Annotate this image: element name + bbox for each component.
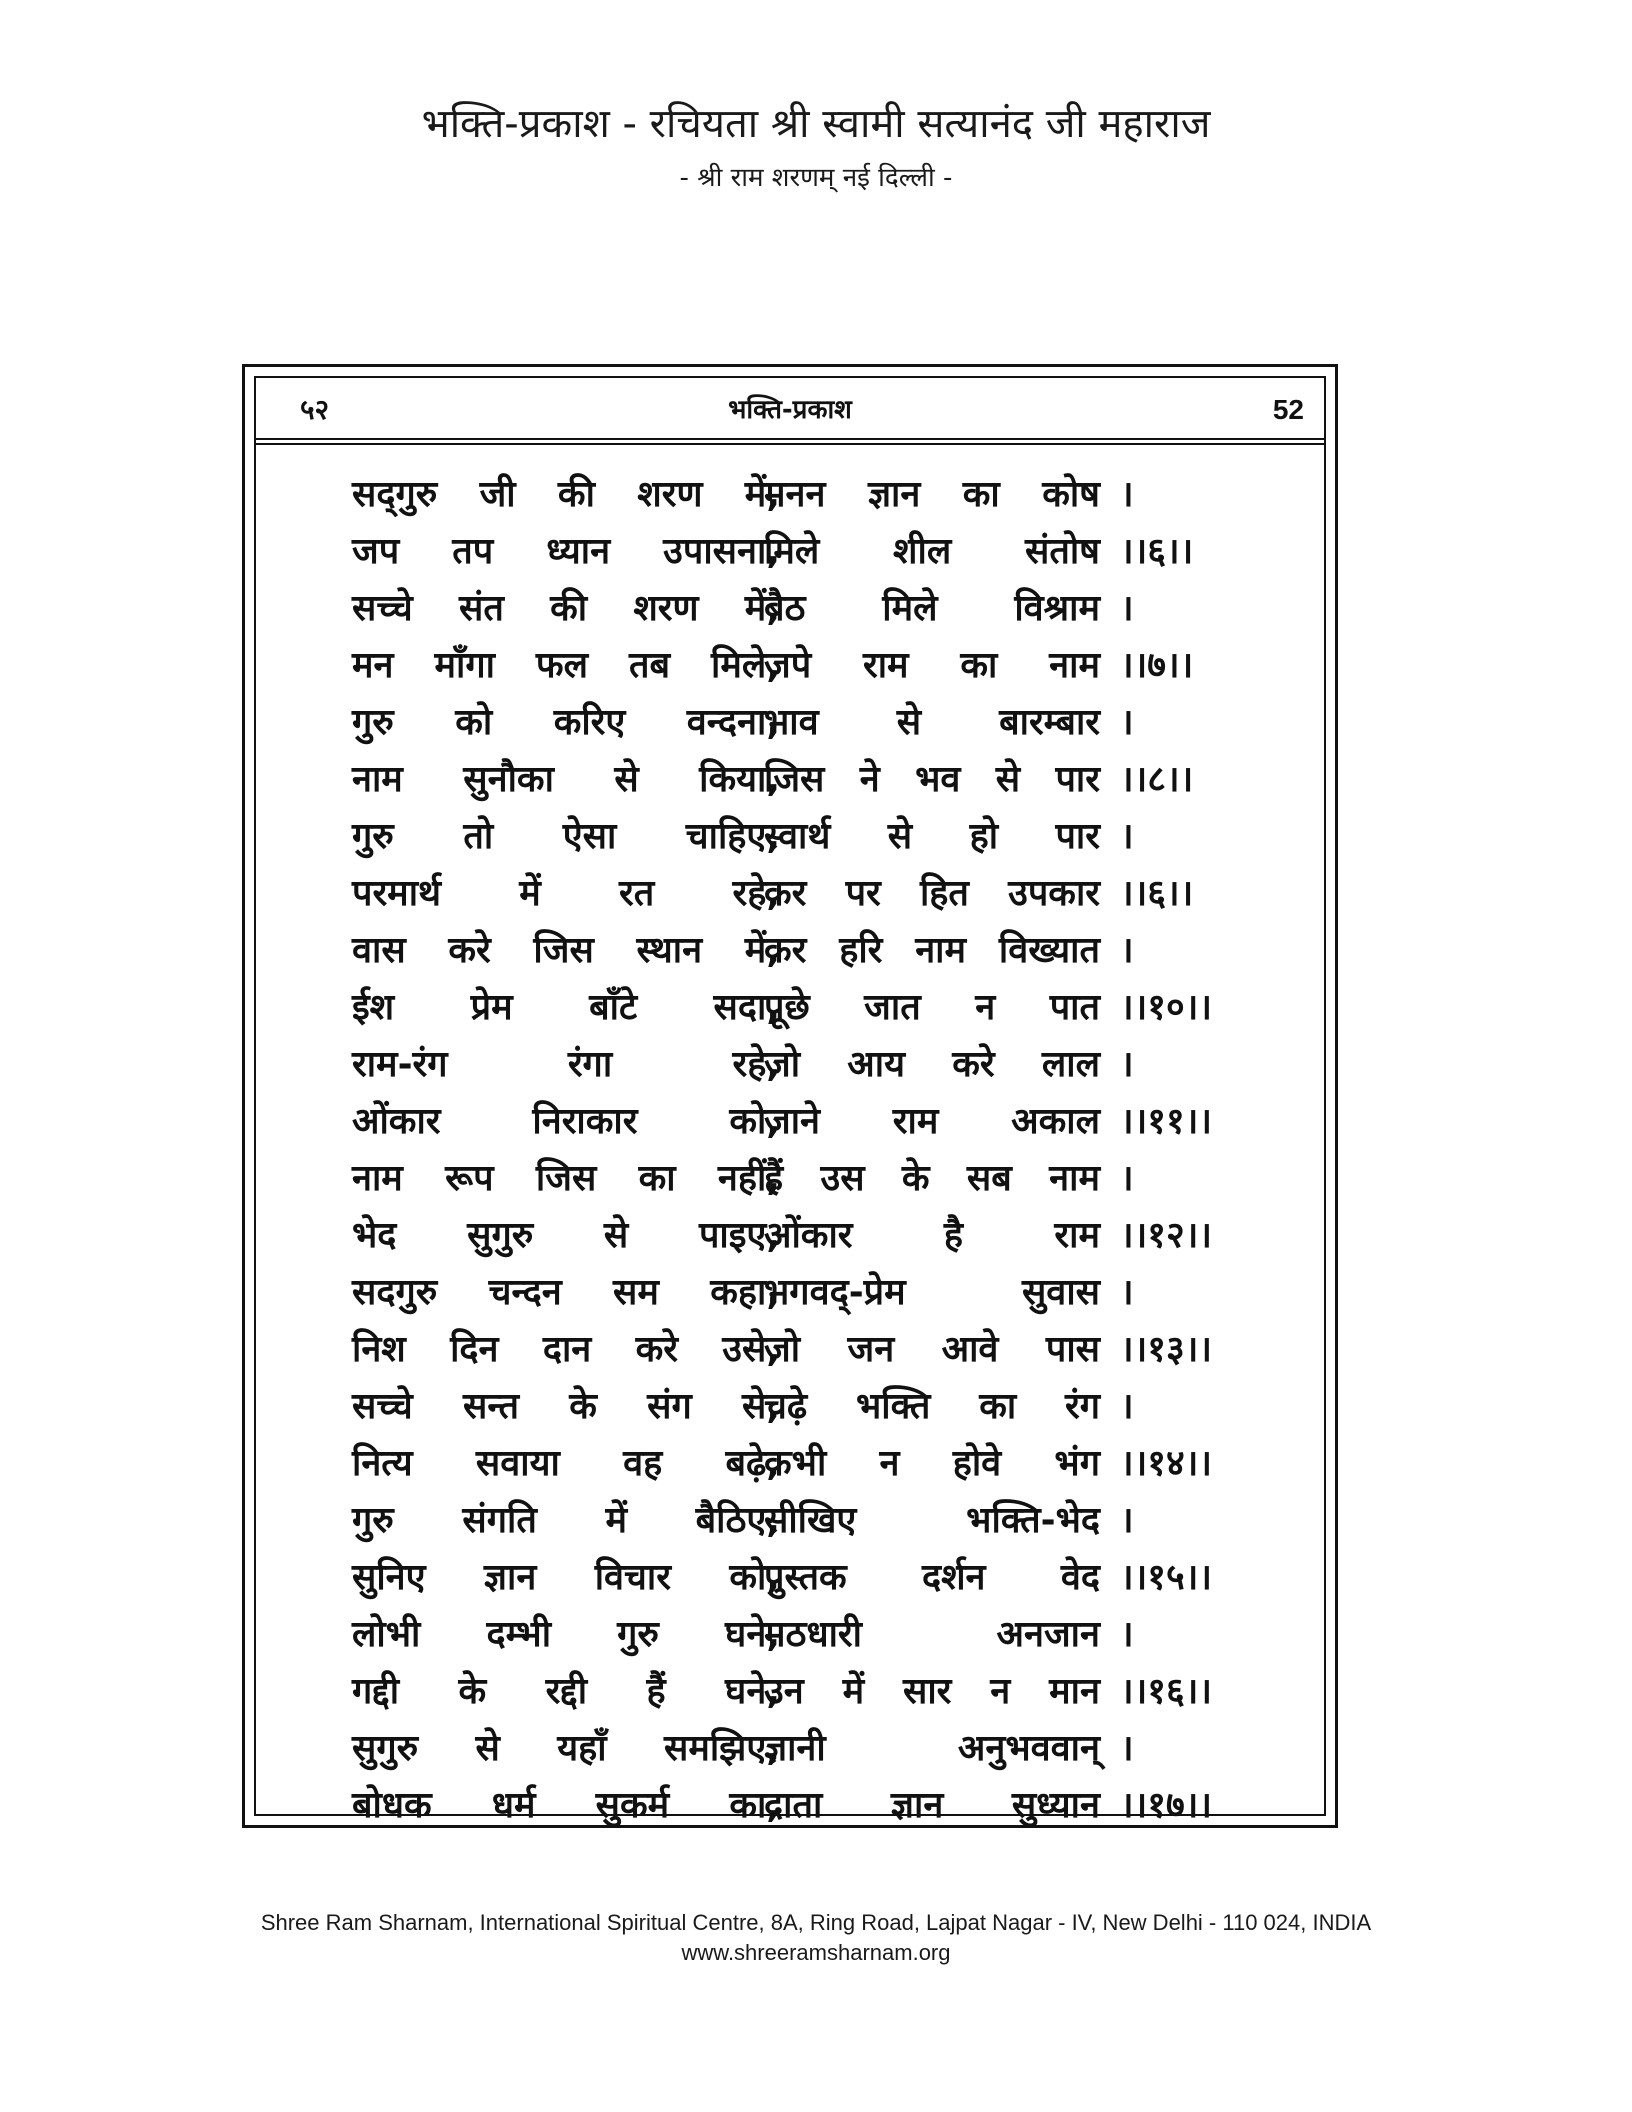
verse-first-half: ईश प्रेम बाँटे सदा, — [352, 987, 780, 1028]
verse-line — [256, 1378, 1324, 1435]
verse-second-half: पुस्तक दर्शन वेद — [764, 1557, 1100, 1598]
verse-mark: ।।८।। — [1120, 759, 1194, 800]
verse-mark: । — [1120, 1500, 1134, 1541]
verse-mark: । — [1120, 1272, 1134, 1313]
verse-line — [256, 1036, 1324, 1093]
verse-first-half: सदगुरु चन्दन सम कहा, — [352, 1272, 780, 1313]
verse-second-half: भगवद्-प्रेम सुवास — [764, 1272, 1100, 1313]
verse-line — [256, 1207, 1324, 1264]
verse-second-half: मिले शील संतोष — [764, 531, 1100, 572]
verse-mark: । — [1120, 816, 1134, 857]
verse-mark: । — [1120, 1614, 1134, 1655]
footer-website: www.shreeramsharnam.org — [681, 1940, 951, 1965]
verse-line — [256, 1150, 1324, 1207]
verse-mark: ।।११।। — [1120, 1101, 1213, 1142]
verse-first-half: मन माँगा फल तब मिले, — [352, 645, 780, 686]
verse-first-half: गुरु तो ऐसा चाहिए, — [352, 816, 780, 857]
verse-second-half: मठधारी अनजान — [764, 1614, 1100, 1655]
verse-second-half: बैठ मिले विश्राम — [764, 588, 1100, 629]
verse-first-half: भेद सुगुरु से पाइए, — [352, 1215, 780, 1256]
verse-second-half: स्वार्थ से हो पार — [764, 816, 1100, 857]
verse-second-half: पूछे जात न पात — [764, 987, 1100, 1028]
verse-line — [256, 865, 1324, 922]
verse-line — [256, 1777, 1324, 1834]
verse-second-half: ज्ञानी अनुभववान् — [764, 1728, 1100, 1769]
verse-first-half: सद्‌गुरु जी की शरण में, — [352, 474, 780, 515]
verse-mark: । — [1120, 1728, 1134, 1769]
verse-first-half: परमार्थ में रत रहे, — [352, 873, 780, 914]
verse-mark: ।।१४।। — [1120, 1443, 1213, 1484]
verse-second-half: मनन ज्ञान का कोष — [764, 474, 1100, 515]
verse-first-half: लोभी दम्भी गुरु घने, — [352, 1614, 780, 1655]
verse-line — [256, 580, 1324, 637]
verse-mark: ।।१०।। — [1120, 987, 1213, 1028]
verse-first-half: नाम सुनौका से किया, — [352, 759, 780, 800]
verse-first-half: बोधक धर्म सुकर्म का, — [352, 1785, 780, 1826]
verse-line — [256, 979, 1324, 1036]
verse-line — [256, 1549, 1324, 1606]
verse-line — [256, 1606, 1324, 1663]
verse-line — [256, 808, 1324, 865]
verse-mark: । — [1120, 930, 1134, 971]
verse-line — [256, 523, 1324, 580]
verse-line — [256, 1492, 1324, 1549]
verse-first-half: नाम रूप जिस का नहीं, — [352, 1158, 780, 1199]
verse-mark: ।।६।। — [1120, 873, 1194, 914]
verse-mark: ।।६।। — [1120, 531, 1194, 572]
verse-first-half: जप तप ध्यान उपासना, — [352, 531, 780, 572]
verse-first-half: सुनिए ज्ञान विचार को, — [352, 1557, 780, 1598]
verse-line — [256, 751, 1324, 808]
verse-first-half: नित्य सवाया वह बढ़े, — [352, 1443, 780, 1484]
verse-line — [256, 466, 1324, 523]
header-rule — [256, 438, 1324, 440]
verse-second-half: हैं उस के सब नाम — [764, 1158, 1100, 1199]
verse-first-half: गद्दी के रद्दी हैं घने, — [352, 1671, 780, 1712]
document-title: भक्ति-प्रकाश - रचियता श्री स्वामी सत्यानंद जी महाराज — [421, 101, 1211, 147]
inner-border — [254, 376, 1326, 1826]
verse-line — [256, 694, 1324, 751]
page-footer — [0, 1908, 1632, 1968]
document-subtitle: - श्री राम शरणम् नई दिल्ली - — [679, 163, 953, 193]
verse-mark: ।।७।। — [1120, 645, 1194, 686]
page-header — [0, 96, 1632, 200]
verse-line — [256, 1435, 1324, 1492]
verse-second-half: जो जन आवे पास — [764, 1329, 1100, 1370]
scanned-book-page — [242, 364, 1338, 1828]
verse-first-half: राम-रंग रंगा रहे, — [352, 1044, 780, 1085]
verse-line — [256, 1321, 1324, 1378]
running-title: भक्ति-प्रकाश — [728, 395, 852, 425]
verse-line — [256, 1663, 1324, 1720]
verse-second-half: उन में सार न मान — [764, 1671, 1100, 1712]
verse-second-half: जो आय करे लाल — [764, 1044, 1100, 1085]
verse-second-half: सीखिए भक्ति-भेद — [764, 1500, 1100, 1541]
running-head — [256, 388, 1324, 432]
verse-line — [256, 1093, 1324, 1150]
verse-line — [256, 637, 1324, 694]
verse-list — [256, 466, 1324, 1834]
verse-second-half: कभी न होवे भंग — [764, 1443, 1100, 1484]
verse-mark: । — [1120, 702, 1134, 743]
verse-mark: ।।१७।। — [1120, 1785, 1213, 1826]
verse-mark: । — [1120, 474, 1134, 515]
page-number: 52 — [1272, 394, 1304, 425]
verse-mark: । — [1120, 1158, 1134, 1199]
verse-second-half: जपे राम का नाम — [764, 645, 1100, 686]
verse-second-half: जाने राम अकाल — [764, 1101, 1100, 1142]
verse-mark: ।।१३।। — [1120, 1329, 1213, 1370]
verse-line — [256, 1720, 1324, 1777]
verse-first-half: वास करे जिस स्थान में, — [352, 930, 780, 971]
verse-mark: ।।१२।। — [1120, 1215, 1213, 1256]
verse-mark: । — [1120, 1386, 1134, 1427]
verse-mark: । — [1120, 588, 1134, 629]
verse-second-half: दाता ज्ञान सुध्यान — [764, 1785, 1100, 1826]
verse-second-half: ओंकार है राम — [764, 1215, 1100, 1256]
footer-address: Shree Ram Sharnam, International Spiritual Centre, 8A, Ring Road, Lajpat Nagar - IV, New Delhi - 110 024, INDIA — [260, 1910, 1372, 1935]
verse-first-half: गुरु को करिए वन्दना, — [352, 702, 780, 743]
verse-first-half: सच्चे सन्त के संग से, — [352, 1386, 780, 1427]
verse-line — [256, 922, 1324, 979]
verse-first-half: सुगुरु से यहाँ समझिए, — [352, 1728, 780, 1769]
verse-first-half: गुरु संगति में बैठिए, — [352, 1500, 780, 1541]
header-rule — [256, 443, 1324, 445]
verse-mark: ।।१५।। — [1120, 1557, 1213, 1598]
verse-second-half: कर हरि नाम विख्यात — [764, 930, 1100, 971]
verse-line — [256, 1264, 1324, 1321]
page-number-devanagari: ५२ — [300, 393, 330, 426]
verse-second-half: भाव से बारम्बार — [764, 702, 1100, 743]
verse-mark: ।।१६।। — [1120, 1671, 1213, 1712]
verse-second-half: कर पर हित उपकार — [764, 873, 1100, 914]
verse-first-half: ओंकार निराकार को, — [352, 1101, 780, 1142]
verse-first-half: सच्चे संत की शरण में, — [352, 588, 780, 629]
verse-first-half: निश दिन दान करे उसे, — [352, 1329, 780, 1370]
verse-second-half: चढ़े भक्ति का रंग — [764, 1386, 1100, 1427]
verse-second-half: जिस ने भव से पार — [764, 759, 1100, 800]
verse-mark: । — [1120, 1044, 1134, 1085]
